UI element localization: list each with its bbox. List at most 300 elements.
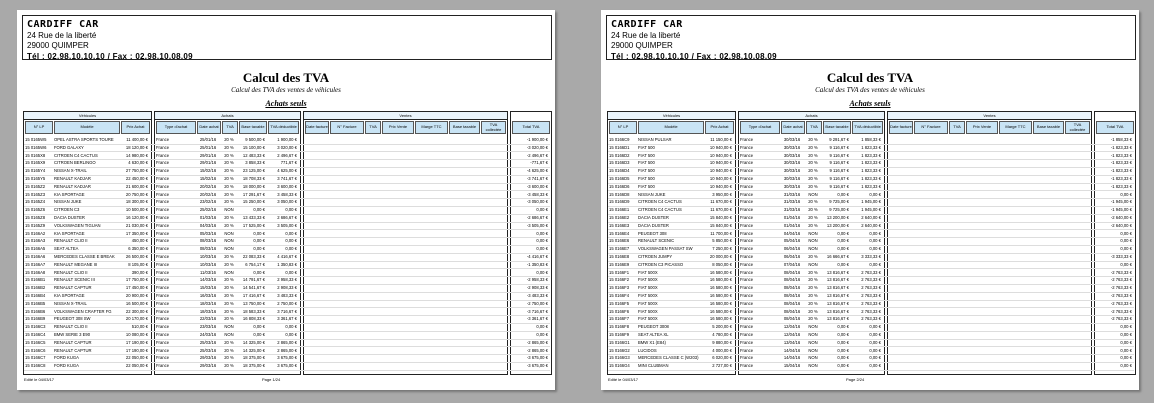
column-header-sales: TVA bbox=[949, 121, 965, 134]
table-cell: 20 % bbox=[224, 293, 234, 298]
table-cell: 18 300,00 € bbox=[125, 199, 148, 205]
table-cell: KIA SPORTAGE bbox=[54, 230, 85, 236]
table-cell: RENAULT CLIO II bbox=[54, 324, 88, 330]
table-cell: 13 200,00 € bbox=[826, 215, 849, 220]
table-cell: -771,67 € bbox=[530, 160, 548, 166]
table-cell: 17 750,00 € bbox=[125, 277, 148, 283]
table-cell: France bbox=[156, 363, 170, 369]
table-cell: France bbox=[740, 191, 754, 197]
table-cell: BMW SERIE 3 E90 bbox=[54, 332, 91, 337]
table-cell: -3 741,67 € bbox=[526, 176, 548, 181]
table-cell: 20 % bbox=[808, 168, 818, 174]
table-cell: France bbox=[740, 308, 754, 314]
table-cell: 1 823,33 € bbox=[861, 176, 881, 181]
table-cell: France bbox=[156, 347, 170, 353]
table-cell: -1 945,00 € bbox=[1110, 207, 1132, 213]
table-cell: OPEL ASTRA SPORTS TOURE bbox=[54, 137, 114, 142]
table-cell: 390,00 € bbox=[131, 269, 148, 275]
table-cell: 20 % bbox=[224, 308, 234, 314]
table-cell: France bbox=[740, 269, 754, 275]
table-cell: 15 0166C6 bbox=[25, 347, 46, 353]
table-cell: 13/04/16 bbox=[783, 339, 801, 345]
table-cell: CITROEN BERLINGO bbox=[54, 160, 96, 166]
table-cell: 3 675,00 € bbox=[277, 363, 297, 369]
table-cell: 16 580,00 € bbox=[709, 300, 732, 306]
table-cell: 9 116,67 € bbox=[829, 168, 849, 174]
table-cell: 0,00 € bbox=[285, 324, 297, 330]
company-name: CARDIFF CAR bbox=[611, 19, 683, 30]
table-cell: 30/03/16 bbox=[783, 137, 801, 142]
table-cell: NON bbox=[808, 324, 818, 330]
table-cell: NON bbox=[808, 332, 818, 337]
table-cell: 13 816,67 € bbox=[826, 285, 849, 291]
table-cell: France bbox=[156, 316, 170, 322]
table-cell: NON bbox=[224, 238, 234, 244]
table-cell: France bbox=[740, 332, 754, 337]
footer-page-number: Page 2/24 bbox=[846, 377, 865, 382]
column-header-purchases: Type d'achat bbox=[740, 121, 780, 134]
column-header-purchases: Date achat bbox=[197, 121, 221, 134]
table-cell: SEAT ALTEA bbox=[54, 246, 79, 252]
table-cell: 20 % bbox=[224, 176, 234, 181]
table-cell: 15 0166F9 bbox=[609, 332, 630, 337]
table-cell: 14 980,00 € bbox=[125, 152, 148, 158]
table-cell: 15 0165W5 bbox=[25, 137, 47, 142]
table-cell: France bbox=[740, 363, 754, 369]
table-cell: 15 0166D9 bbox=[609, 199, 630, 205]
table-cell: 22 450,00 € bbox=[125, 176, 148, 181]
table-cell: 20 % bbox=[224, 355, 234, 361]
table-cell: 10 080,00 € bbox=[125, 332, 148, 337]
table-cell: 08/04/16 bbox=[783, 277, 801, 283]
table-cell: 3 050,00 € bbox=[277, 199, 297, 205]
table-cell: 0,00 € bbox=[1120, 230, 1132, 236]
table-cell: -4 416,67 € bbox=[526, 254, 548, 259]
table-cell: 05/03/16 bbox=[199, 230, 217, 236]
table-cell: 2 763,33 € bbox=[861, 285, 881, 291]
table-cell: -1 858,33 € bbox=[1110, 137, 1132, 142]
table-cell: 20 % bbox=[224, 144, 234, 150]
table-cell: 20 % bbox=[808, 222, 818, 228]
table-cell: 20 % bbox=[224, 199, 234, 205]
table-cell: -3 483,33 € bbox=[526, 293, 548, 298]
table-cell: 16 808,33 € bbox=[242, 316, 265, 322]
table-cell: RENAULT MEGANE III bbox=[54, 261, 98, 267]
table-cell: 08/03/16 bbox=[199, 238, 217, 244]
column-header-vehicles: Prix Achat bbox=[705, 121, 734, 134]
table-cell: 08/04/16 bbox=[783, 316, 801, 322]
table-cell: PEUGEOT 3008 bbox=[638, 324, 669, 330]
table-cell: 0,00 € bbox=[837, 238, 849, 244]
table-cell: 14 325,00 € bbox=[242, 347, 265, 353]
table-cell: 13 433,33 € bbox=[242, 215, 265, 220]
table-cell: CITROEN C3 bbox=[54, 207, 80, 213]
table-cell: -3 675,00 € bbox=[526, 363, 548, 369]
table-cell: 9 725,00 € bbox=[829, 199, 849, 205]
group-header-purchases: Achats bbox=[739, 112, 884, 120]
table-cell: -1 823,33 € bbox=[1110, 176, 1132, 181]
report-subtitle: Calcul des TVA des ventes de véhicules bbox=[231, 86, 341, 94]
table-cell: -2 763,33 € bbox=[1110, 277, 1132, 283]
table-cell: 0,00 € bbox=[536, 246, 548, 252]
table-cell: 16 666,67 € bbox=[826, 254, 849, 259]
table-cell: France bbox=[740, 199, 754, 205]
table-cell: 0,00 € bbox=[1120, 339, 1132, 345]
table-cell: 17 350,00 € bbox=[125, 230, 148, 236]
table-cell: 771,67 € bbox=[280, 160, 297, 166]
table-cell: 15 0166F6 bbox=[609, 308, 630, 314]
table-cell: 3 483,33 € bbox=[277, 293, 297, 298]
table-cell: 0,00 € bbox=[536, 269, 548, 275]
table-cell: 0,00 € bbox=[1120, 238, 1132, 244]
table-cell: SEAT ALTEA XL bbox=[638, 332, 669, 337]
table-cell: 4 630,00 € bbox=[128, 160, 148, 166]
table-cell: 25/02/16 bbox=[199, 207, 217, 213]
footer-print-date: Edité le 04/03/17 bbox=[24, 377, 55, 382]
table-cell: RENAULT CAPTUR bbox=[54, 339, 92, 345]
table-cell: FIAT 500 bbox=[638, 152, 655, 158]
table-cell: 0,00 € bbox=[536, 332, 548, 337]
table-cell: 15 0166B4 bbox=[25, 293, 46, 298]
table-cell: CITROEN C3 PICASSO bbox=[638, 261, 684, 267]
table-cell: France bbox=[156, 308, 170, 314]
company-header bbox=[606, 15, 1136, 60]
table-cell: 16 580,00 € bbox=[709, 285, 732, 291]
table-cell: 20 % bbox=[224, 183, 234, 189]
table-cell: 20 % bbox=[808, 300, 818, 306]
table-cell: 20 % bbox=[224, 363, 234, 369]
table-cell: 9 116,67 € bbox=[829, 183, 849, 189]
table-cell: 15 0165Z4 bbox=[25, 199, 46, 205]
report-title: Calcul des TVA bbox=[242, 70, 330, 85]
table-cell: 15 0166E9 bbox=[609, 261, 630, 267]
table-cell: -1 823,33 € bbox=[1110, 168, 1132, 174]
table-cell: 6 754,17 € bbox=[245, 261, 265, 267]
table-cell: 6 350,00 € bbox=[128, 246, 148, 252]
table-cell: -2 750,00 € bbox=[526, 300, 548, 306]
table-cell: FIAT 500X bbox=[638, 300, 658, 306]
column-header-purchases: Date achat bbox=[781, 121, 805, 134]
table-cell: NISSAN X-TRAIL bbox=[54, 300, 87, 306]
table-cell: 20 750,00 € bbox=[125, 191, 148, 197]
table-cell: RENAULT SCENIC III bbox=[54, 277, 95, 283]
group-header-sales: Ventes bbox=[304, 112, 507, 120]
table-cell: France bbox=[156, 277, 170, 283]
table-cell: 15/02/16 bbox=[199, 176, 217, 181]
table-cell: 15 0166F8 bbox=[609, 324, 630, 330]
table-cell: VOLKSWAGEN TIGUAN bbox=[54, 222, 101, 228]
table-cell: 20 % bbox=[808, 176, 818, 181]
table-cell: 11 670,00 € bbox=[710, 207, 732, 213]
table-cell: 29/01/16 bbox=[199, 152, 217, 158]
table-cell: 15 0166D3 bbox=[609, 160, 630, 166]
table-cell: -1 823,33 € bbox=[1110, 144, 1132, 150]
table-cell: 17 190,00 € bbox=[125, 347, 148, 353]
table-cell: BMW X1 (E84) bbox=[638, 339, 666, 345]
table-cell: 3 458,33 € bbox=[277, 191, 297, 197]
table-cell: France bbox=[740, 339, 754, 345]
table-cell: 21 600,00 € bbox=[125, 183, 148, 189]
table-cell: 20 % bbox=[224, 285, 234, 291]
table-cell: 1 823,33 € bbox=[861, 168, 881, 174]
table-cell: 29/01/16 bbox=[199, 160, 217, 166]
table-cell: 29/03/16 bbox=[199, 363, 217, 369]
group-header-vehicles: Véhicules bbox=[608, 112, 735, 120]
table-cell: 20 % bbox=[808, 316, 818, 322]
table-cell: 15/03/16 bbox=[199, 285, 217, 291]
table-cell: 9 116,67 € bbox=[829, 160, 849, 166]
table-cell: 0,00 € bbox=[253, 238, 265, 244]
table-cell: France bbox=[156, 324, 170, 330]
table-cell: 15 0165Z8 bbox=[25, 215, 46, 220]
table-cell: 20 % bbox=[224, 300, 234, 306]
table-cell: 1 945,00 € bbox=[861, 199, 881, 205]
table-cell: 4 000,00 € bbox=[712, 347, 732, 353]
table-cell: -2 865,00 € bbox=[526, 339, 548, 345]
table-cell: 15 0166B2 bbox=[25, 285, 46, 291]
table-cell: 8 105,00 € bbox=[128, 261, 148, 267]
table-cell: France bbox=[740, 246, 754, 252]
table-cell: France bbox=[156, 332, 170, 337]
table-cell: 15 0166C4 bbox=[25, 332, 46, 337]
table-cell: -1 945,00 € bbox=[1110, 199, 1132, 205]
table-cell: 15 0165Z6 bbox=[25, 207, 46, 213]
table-cell: France bbox=[156, 300, 170, 306]
table-cell: FIAT 500 bbox=[638, 144, 655, 150]
table-cell: NON bbox=[224, 269, 234, 275]
table-cell: 2 640,00 € bbox=[861, 215, 881, 220]
table-cell: France bbox=[740, 285, 754, 291]
table-cell: 15 0166A8 bbox=[25, 269, 46, 275]
table-cell: 15 0166E6 bbox=[609, 238, 630, 244]
table-cell: 17 416,67 € bbox=[242, 293, 265, 298]
table-cell: 18 000,00 € bbox=[242, 183, 265, 189]
table-cell: 22/03/16 bbox=[199, 316, 217, 322]
table-cell: France bbox=[156, 144, 170, 150]
table-cell: 510,00 € bbox=[131, 324, 148, 330]
table-cell: France bbox=[156, 176, 170, 181]
table-cell: France bbox=[740, 137, 754, 142]
column-header-purchases: Base taxable bbox=[239, 121, 267, 134]
table-cell: NON bbox=[808, 246, 818, 252]
table-cell: 15 0166D5 bbox=[609, 176, 630, 181]
company-address-street: 24 Rue de la liberté bbox=[27, 31, 97, 40]
footer-page-number: Page 1/24 bbox=[262, 377, 281, 382]
table-cell: -3 505,00 € bbox=[526, 222, 548, 228]
table-cell: NON bbox=[808, 363, 818, 369]
table-cell: 4 416,67 € bbox=[277, 254, 297, 259]
table-cell: 30/03/16 bbox=[783, 152, 801, 158]
table-cell: NON bbox=[808, 339, 818, 345]
table-cell: 0,00 € bbox=[869, 355, 881, 361]
column-header-sales: N° Facture bbox=[330, 121, 364, 134]
table-cell: -2 640,00 € bbox=[1110, 215, 1132, 220]
table-cell: -2 763,33 € bbox=[1110, 316, 1132, 322]
table-cell: VOLKSWAGEN CRAFTER FG bbox=[54, 308, 112, 314]
table-cell: 0,00 € bbox=[253, 207, 265, 213]
table-cell: 20 % bbox=[808, 277, 818, 283]
table-cell: 20 % bbox=[224, 261, 234, 267]
table-cell: 20 170,00 € bbox=[125, 316, 148, 322]
table-cell: 06/04/16 bbox=[783, 246, 801, 252]
table-cell: 20 % bbox=[808, 152, 818, 158]
table-cell: 0,00 € bbox=[253, 246, 265, 252]
table-cell: 22 300,00 € bbox=[125, 308, 148, 314]
table-cell: France bbox=[740, 277, 754, 283]
table-cell: 0,00 € bbox=[837, 230, 849, 236]
table-cell: 2 763,33 € bbox=[861, 300, 881, 306]
table-cell: 9 116,67 € bbox=[829, 152, 849, 158]
table-cell: 15 0166D4 bbox=[609, 168, 630, 174]
table-cell: 25/03/16 bbox=[199, 339, 217, 345]
table-cell: FIAT 500 bbox=[638, 176, 655, 181]
column-header-purchases: TVA déductible bbox=[852, 121, 883, 134]
table-cell: FIAT 500X bbox=[638, 277, 658, 283]
table-cell: 0,00 € bbox=[285, 246, 297, 252]
table-cell: 10/03/16 bbox=[199, 254, 217, 259]
table-cell: 15 0165Z3 bbox=[25, 191, 46, 197]
column-header-purchases: TVA bbox=[806, 121, 822, 134]
table-cell: 14/04/16 bbox=[783, 355, 801, 361]
table-cell: 5 200,00 € bbox=[712, 324, 732, 330]
table-cell: -1 350,83 € bbox=[526, 261, 548, 267]
table-cell: 15 0166B9 bbox=[25, 316, 46, 322]
table-cell: 30/03/16 bbox=[783, 183, 801, 189]
column-header-purchases: TVA déductible bbox=[268, 121, 299, 134]
table-cell: France bbox=[740, 254, 754, 259]
table-cell: 10 940,00 € bbox=[709, 160, 732, 166]
table-cell: 2 763,33 € bbox=[861, 308, 881, 314]
section-label: Achats seuls bbox=[849, 99, 891, 108]
table-cell: 15 0166G1 bbox=[609, 339, 630, 345]
table-cell: 3 505,00 € bbox=[277, 222, 297, 228]
table-cell: 2 763,33 € bbox=[861, 277, 881, 283]
table-cell: -4 625,00 € bbox=[526, 168, 548, 174]
table-cell: CITROEN C4 CACTUS bbox=[638, 207, 682, 213]
table-cell: France bbox=[740, 261, 754, 267]
table-cell: 10/03/16 bbox=[199, 261, 217, 267]
company-address-street: 24 Rue de la liberté bbox=[611, 31, 681, 40]
table-cell: 20 000,00 € bbox=[709, 254, 732, 259]
table-cell: 0,00 € bbox=[253, 332, 265, 337]
table-cell: 13 816,67 € bbox=[826, 308, 849, 314]
table-cell: 15 0165Y4 bbox=[25, 168, 46, 174]
table-cell: 0,00 € bbox=[837, 191, 849, 197]
table-cell: 15 840,00 € bbox=[709, 222, 732, 228]
table-cell: 07/04/16 bbox=[783, 261, 801, 267]
table-cell: -1 823,33 € bbox=[1110, 152, 1132, 158]
table-cell: 0,00 € bbox=[869, 230, 881, 236]
table-cell: 17 190,00 € bbox=[125, 339, 148, 345]
table-cell: 16/03/16 bbox=[199, 293, 217, 298]
table-cell: MERCEDES CLASSE C (W203) bbox=[638, 355, 699, 361]
table-cell: 2 640,00 € bbox=[861, 222, 881, 228]
table-cell: 0,00 € bbox=[285, 269, 297, 275]
table-cell: 0,00 € bbox=[253, 230, 265, 236]
table-cell: 20 % bbox=[808, 137, 818, 142]
table-cell: France bbox=[740, 215, 754, 220]
table-cell: 08/04/16 bbox=[783, 269, 801, 275]
table-cell: NON bbox=[224, 230, 234, 236]
table-cell: 2 750,00 € bbox=[277, 300, 297, 306]
report-subtitle: Calcul des TVA des ventes de véhicules bbox=[815, 86, 925, 94]
table-cell: 1 823,33 € bbox=[861, 160, 881, 166]
table-cell: 0,00 € bbox=[536, 230, 548, 236]
table-cell: CITROEN C4 CACTUS bbox=[54, 152, 98, 158]
table-cell: 2 865,00 € bbox=[277, 347, 297, 353]
table-cell: FIAT 500X bbox=[638, 308, 658, 314]
table-cell: 0,00 € bbox=[1120, 332, 1132, 337]
table-cell: 20 % bbox=[224, 137, 234, 142]
table-cell: 0,00 € bbox=[837, 347, 849, 353]
column-header-purchases: Base taxable bbox=[823, 121, 851, 134]
table-cell: 20 % bbox=[808, 183, 818, 189]
table-cell: 18/03/16 bbox=[199, 308, 217, 314]
table-cell: NISSAN JUKE bbox=[638, 191, 666, 197]
table-cell: -2 763,33 € bbox=[1110, 308, 1132, 314]
table-cell: NISSAN PULSAR bbox=[638, 137, 672, 142]
table-cell: 01/03/16 bbox=[199, 215, 217, 220]
table-cell: 31/03/16 bbox=[783, 191, 801, 197]
column-header-total: Total TVA bbox=[1096, 121, 1134, 134]
table-cell: France bbox=[156, 207, 170, 213]
table-cell: France bbox=[156, 215, 170, 220]
table-cell: 20 % bbox=[808, 144, 818, 150]
table-cell: 15 0166E7 bbox=[609, 246, 630, 252]
table-cell: 14/04/16 bbox=[783, 347, 801, 353]
table-cell: -3 020,00 € bbox=[526, 144, 548, 150]
table-cell: 7 250,00 € bbox=[712, 246, 732, 252]
table-cell: 2 865,00 € bbox=[277, 339, 297, 345]
table-cell: 15 0166D8 bbox=[609, 191, 630, 197]
table-cell: France bbox=[740, 324, 754, 330]
column-header-sales: Prix Vente bbox=[966, 121, 998, 134]
table-cell: 2 763,33 € bbox=[861, 316, 881, 322]
table-cell: 22 083,33 € bbox=[242, 254, 265, 259]
table-cell: France bbox=[740, 238, 754, 244]
table-cell: 1 858,33 € bbox=[861, 137, 881, 142]
table-cell: 15 840,00 € bbox=[709, 215, 732, 220]
table-cell: 16 580,00 € bbox=[709, 316, 732, 322]
table-cell: NISSAN X-TRAIL bbox=[54, 168, 87, 174]
table-cell: 15 0166E3 bbox=[609, 222, 630, 228]
table-cell: 0,00 € bbox=[536, 324, 548, 330]
company-header bbox=[22, 15, 552, 60]
table-cell: 0,00 € bbox=[1120, 246, 1132, 252]
table-cell: 9 291,67 € bbox=[829, 137, 849, 142]
table-cell: 0,00 € bbox=[253, 324, 265, 330]
table-cell: 15 0166D2 bbox=[609, 152, 630, 158]
table-cell: 0,00 € bbox=[837, 363, 849, 369]
table-cell: 16 580,00 € bbox=[709, 293, 732, 298]
table-cell: 15 0165X9 bbox=[25, 160, 46, 166]
table-cell: 15 0166A6 bbox=[25, 254, 46, 259]
column-header-sales: Date facture bbox=[889, 121, 913, 134]
table-cell: -3 458,33 € bbox=[526, 191, 548, 197]
table-cell: 08/04/16 bbox=[783, 300, 801, 306]
table-cell: 15 0166F7 bbox=[609, 316, 630, 322]
table-cell: 20 % bbox=[808, 308, 818, 314]
table-cell: 20 % bbox=[808, 215, 818, 220]
table-cell: 0,00 € bbox=[869, 332, 881, 337]
table-cell: 13 816,67 € bbox=[826, 269, 849, 275]
table-cell: 3 950,00 € bbox=[712, 191, 732, 197]
column-header-sales: TVA collectée bbox=[1065, 121, 1090, 134]
table-cell: DACIA DUSTER bbox=[54, 215, 85, 220]
table-cell: NON bbox=[808, 191, 818, 197]
table-cell: 18 708,33 € bbox=[242, 176, 265, 181]
table-cell: 20 % bbox=[224, 191, 234, 197]
